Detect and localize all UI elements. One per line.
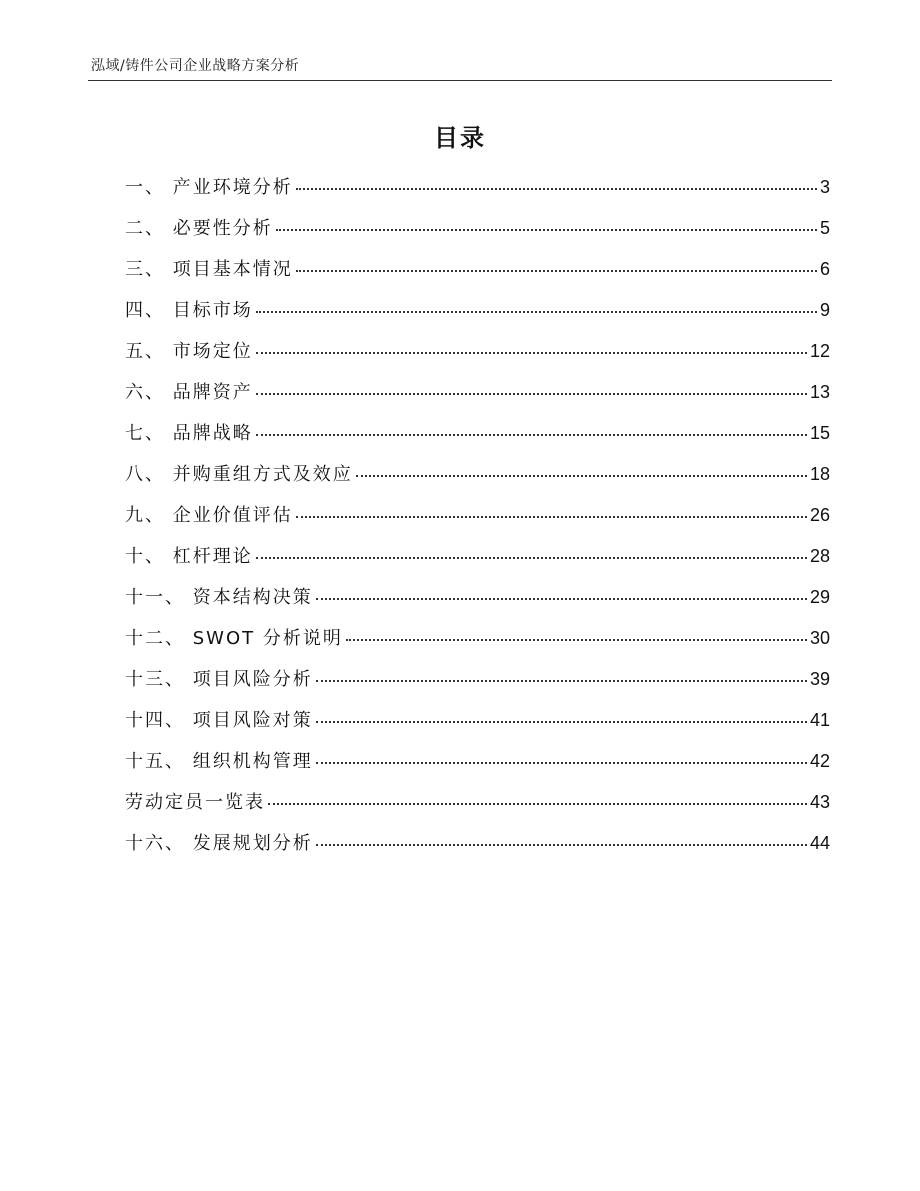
toc-entry[interactable] [125,168,830,209]
toc-entry-label: 九、 企业价值评估 [125,505,293,526]
toc-entry-label: 七、 品牌战略 [125,423,253,444]
toc-leader-dots [296,269,817,272]
toc-entry[interactable] [125,619,830,660]
toc-leader-dots [356,474,807,477]
toc-entry-page: 26 [809,505,830,525]
toc-entry-page: 43 [809,792,830,812]
toc-entry[interactable] [125,742,830,783]
toc-entry-page: 18 [809,464,830,484]
toc-entry[interactable] [125,660,830,701]
toc-entry-page: 12 [809,341,830,361]
toc-entry-page: 39 [809,669,830,689]
toc-entry-page: 6 [819,259,830,279]
toc-entry[interactable] [125,455,830,496]
toc-entry-page: 42 [809,751,830,771]
header-divider [88,80,832,81]
toc-entry[interactable] [125,332,830,373]
toc-entry-label: 十三、 项目风险分析 [125,669,313,690]
toc-entry-page: 9 [819,300,830,320]
toc-entry-label: 十四、 项目风险对策 [125,710,313,731]
toc-entry[interactable] [125,414,830,455]
toc-leader-dots [296,187,817,190]
toc-leader-dots [346,638,807,641]
toc-list [125,168,830,865]
toc-leader-dots [256,433,807,436]
toc-entry-label: 四、 目标市场 [125,300,253,321]
toc-entry-label: 一、 产业环境分析 [125,177,293,198]
toc-entry-page: 30 [809,628,830,648]
toc-entry-label: 十二、 SWOT 分析说明 [125,628,343,649]
toc-leader-dots [316,843,807,846]
toc-entry-label: 十六、 发展规划分析 [125,833,313,854]
toc-leader-dots [316,679,807,682]
toc-entry-page: 28 [809,546,830,566]
toc-entry-page: 15 [809,423,830,443]
toc-entry[interactable] [125,373,830,414]
toc-entry[interactable] [125,209,830,250]
toc-entry-label: 十五、 组织机构管理 [125,751,313,772]
toc-entry[interactable] [125,701,830,742]
toc-entry[interactable] [125,578,830,619]
toc-entry-page: 3 [819,177,830,197]
toc-leader-dots [276,228,817,231]
toc-entry[interactable] [125,250,830,291]
running-header: 泓域/铸件公司企业战略方案分析 [91,58,300,74]
toc-entry-label: 劳动定员一览表 [125,792,265,813]
toc-entry-label: 十、 杠杆理论 [125,546,253,567]
toc-entry-page: 5 [819,218,830,238]
toc-leader-dots [256,556,807,559]
toc-entry[interactable] [125,783,830,824]
toc-leader-dots [296,515,807,518]
toc-entry-page: 29 [809,587,830,607]
toc-entry-page: 13 [809,382,830,402]
toc-leader-dots [316,761,807,764]
toc-entry-page: 44 [809,833,830,853]
toc-entry-label: 六、 品牌资产 [125,382,253,403]
toc-entry-label: 二、 必要性分析 [125,218,273,239]
toc-entry[interactable] [125,824,830,865]
toc-entry-label: 三、 项目基本情况 [125,259,293,280]
toc-entry-label: 五、 市场定位 [125,341,253,362]
toc-leader-dots [316,720,807,723]
toc-entry[interactable] [125,291,830,332]
toc-entry-label: 十一、 资本结构决策 [125,587,313,608]
toc-leader-dots [268,802,807,805]
toc-entry-page: 41 [809,710,830,730]
toc-leader-dots [316,597,807,600]
toc-leader-dots [256,392,807,395]
toc-leader-dots [256,310,817,313]
toc-entry[interactable] [125,496,830,537]
toc-entry-label: 八、 并购重组方式及效应 [125,464,353,485]
toc-leader-dots [256,351,807,354]
toc-entry[interactable] [125,537,830,578]
toc-title: 目录 [434,124,486,152]
